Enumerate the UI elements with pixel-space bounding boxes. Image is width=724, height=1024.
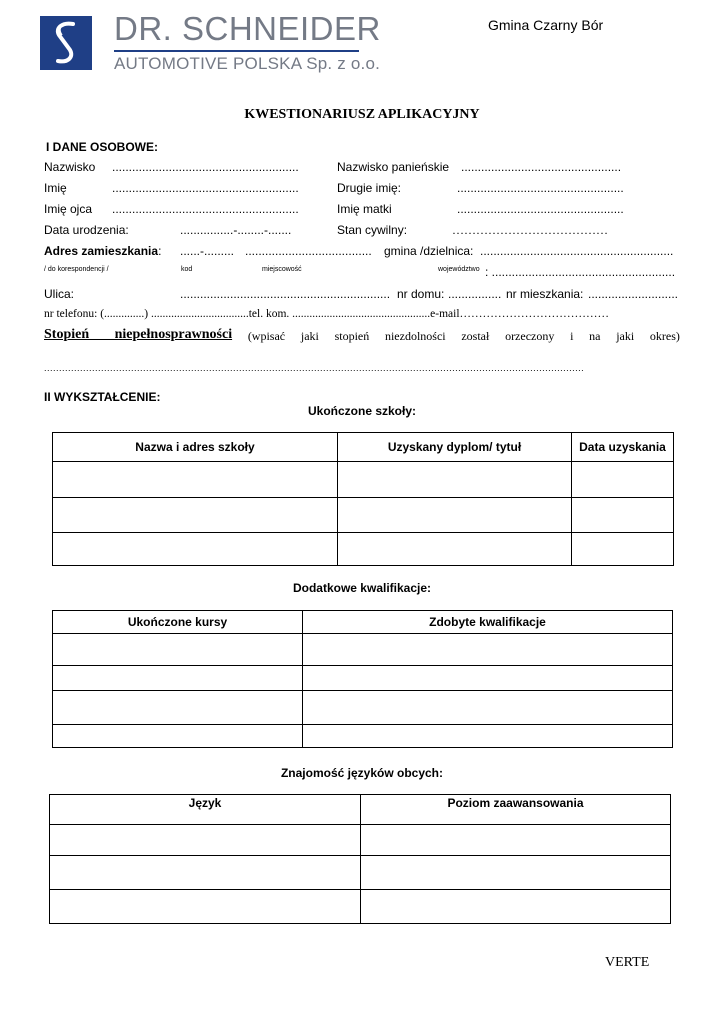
brand-name: DR. SCHNEIDER	[114, 10, 381, 47]
disability-word: okres)	[649, 329, 680, 343]
field-ulica[interactable]: ...............................................................	[180, 287, 391, 301]
table-cell[interactable]	[50, 856, 361, 890]
table-row	[53, 533, 674, 566]
table-cell[interactable]	[53, 666, 303, 691]
hint-kod: kod	[181, 266, 193, 273]
table-cell[interactable]	[53, 533, 338, 566]
table-cell[interactable]	[53, 725, 303, 748]
label-adres-text: Adres zamieszkania	[44, 244, 159, 258]
disability-line	[44, 329, 680, 345]
schools-header-diploma: Uzyskany dyplom/ tytuł	[338, 433, 572, 462]
table-row	[50, 825, 671, 856]
qualifications-title: Dodatkowe kwalifikacje:	[292, 581, 432, 595]
field-nazwisko[interactable]: ........................................................	[112, 160, 299, 174]
table-cell[interactable]	[53, 462, 338, 498]
label-stan-cywilny: Stan cywilny:	[337, 223, 408, 237]
section-education-heading: II WYKSZTAŁCENIE:	[44, 390, 161, 404]
field-miejscowosc[interactable]: ......................................	[245, 244, 372, 258]
table-row	[53, 462, 674, 498]
qualifications-header-courses: Ukończone kursy	[53, 611, 303, 634]
field-imie[interactable]: ........................................................	[112, 181, 299, 195]
disability-word: jaki	[300, 329, 319, 343]
field-nr-mieszkania[interactable]: ...........................	[588, 287, 679, 301]
brand-divider	[114, 50, 359, 52]
label-adres-colon: :	[158, 244, 162, 258]
field-nazwisko-panienskie[interactable]: ................................................	[461, 160, 622, 174]
page-title: KWESTIONARIUSZ APLIKACYJNY	[244, 107, 480, 122]
hint-korespondencji: / do korespondencji /	[44, 266, 109, 273]
label-ulica: Ulica:	[44, 287, 75, 301]
disability-word: (wpisać	[247, 329, 286, 343]
table-cell[interactable]	[50, 825, 361, 856]
table-cell[interactable]	[303, 691, 673, 725]
verte-label: VERTE	[605, 955, 650, 970]
languages-header-language: Język	[50, 795, 361, 825]
schools-title: Ukończone szkoły:	[307, 404, 417, 418]
field-data-urodzenia[interactable]: ................-........-.......	[180, 223, 292, 237]
brand-subtitle: AUTOMOTIVE POLSKA Sp. z o.o.	[114, 54, 381, 73]
table-row	[53, 498, 674, 533]
company-logo	[40, 16, 92, 70]
field-telefon-line[interactable]: nr telefonu: (..............) ..................................tel. kom. ................................................e-mail…………………………………	[44, 308, 610, 320]
field-kod[interactable]: ......-.........	[180, 244, 235, 258]
table-cell[interactable]	[303, 634, 673, 666]
table-cell[interactable]	[303, 725, 673, 748]
field-nr-domu[interactable]: ................	[448, 287, 502, 301]
disability-word: został	[461, 329, 490, 343]
disability-word: i	[570, 329, 574, 343]
table-cell[interactable]	[361, 856, 671, 890]
table-cell[interactable]	[50, 890, 361, 924]
languages-header-level: Poziom zaawansowania	[361, 795, 671, 825]
field-gmina[interactable]: ..........................................................	[480, 244, 674, 258]
location-label: Gmina Czarny Bór	[488, 17, 604, 33]
languages-title: Znajomość języków obcych:	[280, 766, 444, 780]
disability-word: jaki	[616, 329, 635, 343]
table-row	[53, 691, 673, 725]
field-imie-ojca[interactable]: ........................................................	[112, 202, 299, 216]
label-adres	[44, 244, 161, 258]
languages-table	[49, 794, 671, 924]
label-nazwisko-panienskie: Nazwisko panieńskie	[337, 160, 450, 174]
table-cell[interactable]	[572, 498, 674, 533]
table-cell[interactable]	[53, 498, 338, 533]
label-imie-matki: Imię matki	[337, 202, 392, 216]
table-cell[interactable]	[338, 533, 572, 566]
disability-word: stopień	[334, 329, 370, 343]
table-cell[interactable]	[572, 533, 674, 566]
label-imie: Imię	[44, 181, 67, 195]
schools-table	[52, 432, 674, 566]
qualifications-table	[52, 610, 673, 748]
logo-s-mark	[40, 16, 92, 70]
table-row	[53, 666, 673, 691]
table-cell[interactable]	[338, 462, 572, 498]
table-cell[interactable]	[361, 890, 671, 924]
disability-word: niezdolności	[384, 329, 446, 343]
label-nr-domu: nr domu:	[397, 287, 445, 301]
field-drugie-imie[interactable]: ..................................................	[457, 181, 624, 195]
label-nr-mieszkania: nr mieszkania:	[506, 287, 584, 301]
label-niepelnosprawnosc: Stopień niepełnosprawności	[44, 327, 233, 342]
label-data-urodzenia: Data urodzenia:	[44, 223, 129, 237]
table-row	[50, 856, 671, 890]
table-cell[interactable]	[303, 666, 673, 691]
field-stan-cywilny[interactable]: …………………………………	[452, 223, 608, 237]
table-row	[53, 634, 673, 666]
label-nazwisko: Nazwisko	[44, 160, 96, 174]
schools-header-name: Nazwa i adres szkoły	[53, 433, 338, 462]
table-cell[interactable]	[572, 462, 674, 498]
field-imie-matki[interactable]: ..................................................	[457, 202, 624, 216]
qualifications-header-skills: Zdobyte kwalifikacje	[303, 611, 673, 634]
field-wojewodztwo[interactable]: : .......................................................	[485, 265, 676, 279]
table-cell[interactable]	[361, 825, 671, 856]
schools-header-date: Data uzyskania	[572, 433, 674, 462]
label-drugie-imie: Drugie imię:	[337, 181, 402, 195]
field-disability-details[interactable]: ....................................................................................................................................................................................	[44, 363, 585, 373]
table-row	[53, 725, 673, 748]
table-cell[interactable]	[338, 498, 572, 533]
table-cell[interactable]	[53, 634, 303, 666]
disability-word: na	[589, 329, 601, 343]
hint-wojewodztwo: województwo	[438, 266, 480, 273]
table-cell[interactable]	[53, 691, 303, 725]
table-row	[50, 890, 671, 924]
label-gmina: gmina /dzielnica:	[384, 244, 474, 258]
hint-miejscowosc: miejscowość	[262, 266, 302, 273]
label-imie-ojca: Imię ojca	[44, 202, 93, 216]
disability-word: orzeczony	[505, 329, 555, 343]
section-personal-heading: I DANE OSOBOWE:	[46, 140, 159, 154]
